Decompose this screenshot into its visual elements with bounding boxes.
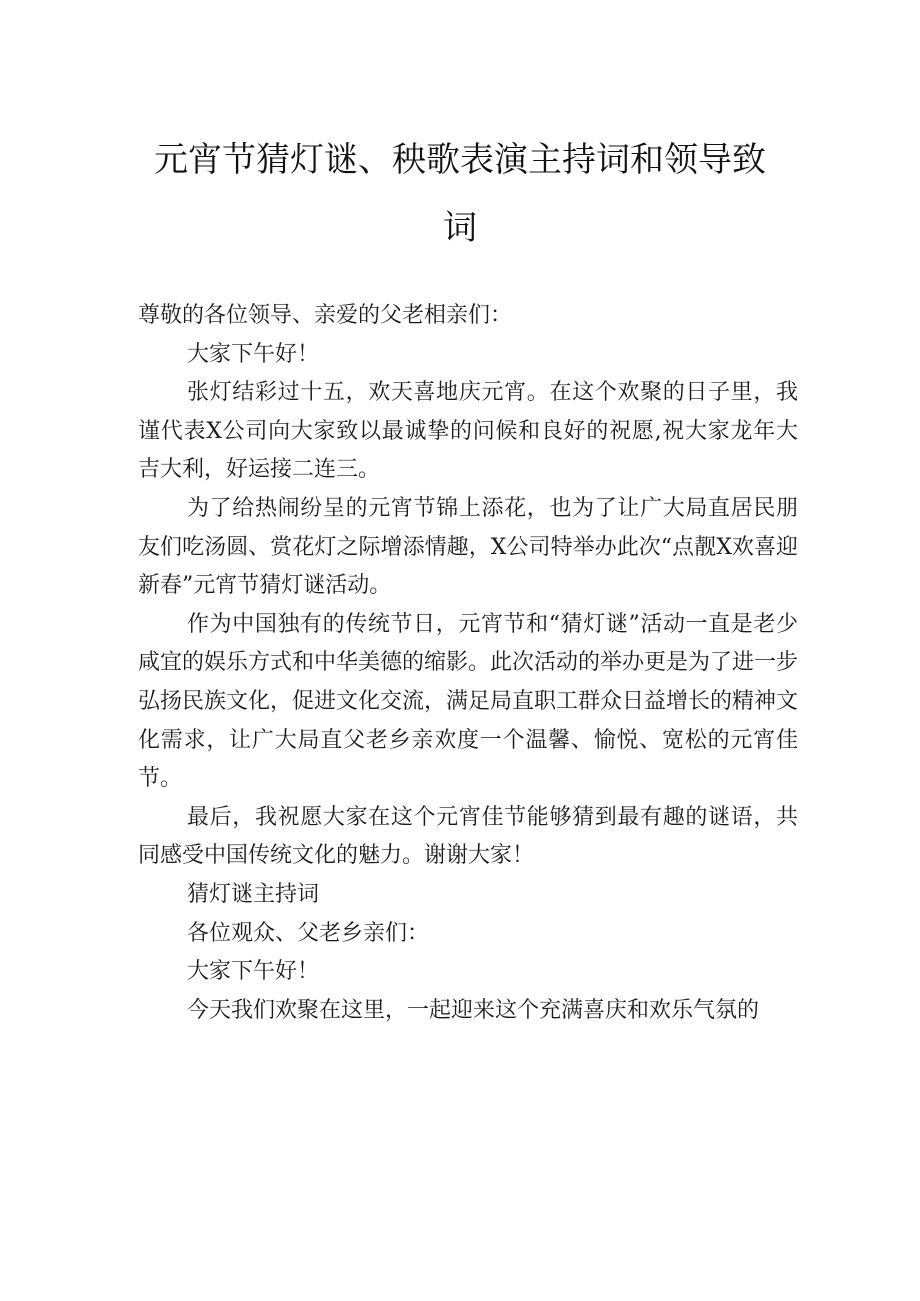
document-title-line-2: 词 bbox=[443, 208, 477, 248]
closing-paragraph: 最后，我祝愿大家在这个元宵佳节能够猜到最有趣的谜语，共同感受中国传统文化的魅力。谢谢大家！ bbox=[138, 804, 798, 869]
document-body bbox=[138, 297, 798, 1030]
salutation-paragraph: 尊敬的各位领导、亲爱的父老相亲们： bbox=[138, 303, 513, 328]
greeting-paragraph: 大家下午好！ bbox=[187, 959, 320, 985]
document-title-line-1: 元宵节猜灯谜、秧歌表演主持词和领导致 bbox=[154, 140, 766, 180]
body-paragraph: 张灯结彩过十五，欢天喜地庆元宵。在这个欢聚的日子里，我谨代表X公司向大家致以最诚挚的问候和良好的祝愿,祝大家龙年大吉大利，好运接二连三。 bbox=[138, 380, 798, 483]
section-heading: 猜灯谜主持词 bbox=[187, 881, 320, 907]
body-paragraph: 今天我们欢聚在这里，一起迎来这个充满喜庆和欢乐气氛的 bbox=[187, 997, 760, 1023]
greeting-paragraph: 大家下午好！ bbox=[187, 341, 320, 367]
salutation-paragraph: 各位观众、父老乡亲们： bbox=[187, 920, 430, 946]
body-paragraph: 为了给热闹纷呈的元宵节锦上添花，也为了让广大局直居民朋友们吃汤圆、赏花灯之际增添情趣，X公司特举办此次“点靓X欢喜迎新春”元宵节猜灯谜活动。 bbox=[138, 495, 798, 599]
body-paragraph: 作为中国独有的传统节日，元宵节和“猜灯谜”活动一直是老少咸宜的娱乐方式和中华美德的缩影。此次活动的举办更是为了进一步弘扬民族文化，促进文化交流，满足局直职工群众日益增长的精神文化需求，让广大局直父老乡亲欢度一个温馨、愉悦、宽松的元宵佳节。 bbox=[138, 611, 799, 792]
